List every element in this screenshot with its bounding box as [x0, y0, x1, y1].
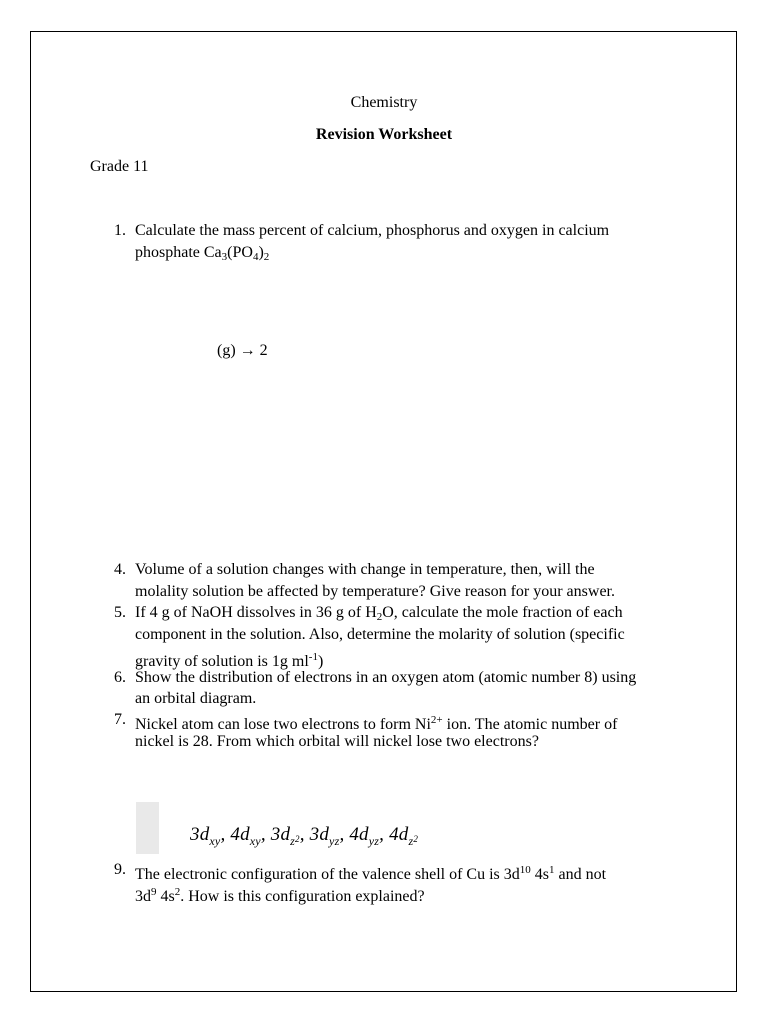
grade-label: Grade 11	[90, 158, 149, 175]
question-number: 5.	[114, 604, 126, 621]
question-text: $3d^9$ $4s^2$. How is this configuration explained?	[135, 886, 425, 905]
question-text: nickel is 28. From which orbital will nickel lose two electrons?	[135, 733, 539, 750]
equation-fragment: (g) → 2	[217, 342, 268, 359]
subject-heading: Chemistry	[350, 94, 418, 111]
question-text: The electronic configuration of the valence shell of Cu is $3d^{10}$ $4s^1$ and not	[135, 864, 607, 883]
question-text: Volume of a solution changes with change in temperature, then, will the	[135, 561, 595, 578]
question-text: molality solution be affected by temperature? Give reason for your answer.	[135, 583, 615, 600]
question-text: an orbital diagram.	[135, 690, 257, 707]
question-text: If 4 g of NaOH dissolves in 36 g of $H_2O$, calculate the mole fraction of each	[135, 604, 623, 623]
orbital-list: $3d_{xy}$, $4d_{xy}$, $3d_z2$, $3d_{yz}$, $4d_{yz}$, $4d_z2$	[190, 824, 419, 848]
question-text: Show the distribution of electrons in an oxygen atom (atomic number 8) using	[135, 669, 637, 686]
question-text: gravity of solution is 1g $ml^{-1}$)	[135, 651, 324, 670]
question-number: 1.	[114, 222, 126, 239]
question-text: phosphate $Ca_3(PO_4)_2$	[135, 244, 270, 263]
question-number: 9.	[114, 861, 126, 878]
question-text: component in the solution. Also, determine the molarity of solution (specific	[135, 626, 625, 643]
question-text: Calculate the mass percent of calcium, phosphorus and oxygen in calcium	[135, 222, 610, 239]
worksheet-title: Revision Worksheet	[315, 126, 453, 143]
image-placeholder	[136, 802, 159, 854]
question-number: 4.	[114, 561, 126, 578]
question-number: 7.	[114, 711, 126, 728]
question-number: 6.	[114, 669, 126, 686]
question-text: Nickel atom can lose two electrons to form $Ni^{2+}$ ion. The atomic number of	[135, 714, 618, 733]
